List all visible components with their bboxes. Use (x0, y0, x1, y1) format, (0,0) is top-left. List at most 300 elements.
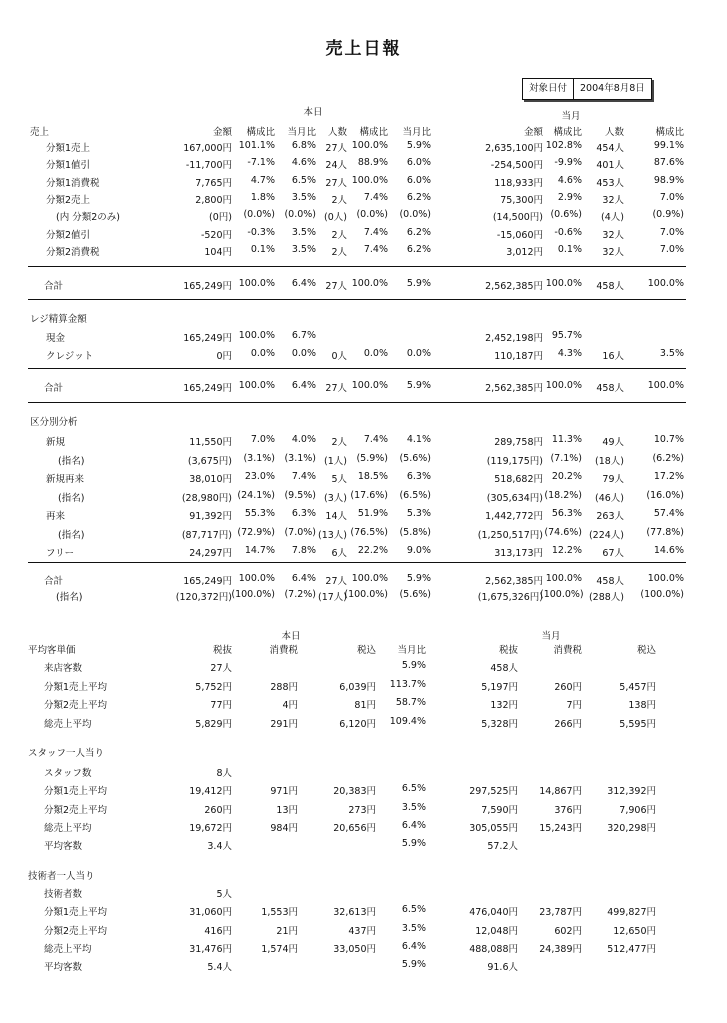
value-cell: 476,040円 (469, 907, 518, 919)
value-cell: 24,297円 (189, 548, 232, 559)
total-cell: 27人 (325, 383, 347, 394)
column-header: 構成比 (655, 127, 684, 138)
value-cell: (0.6%) (550, 209, 582, 221)
value-cell: 320,298円 (607, 822, 656, 834)
value-cell: (3,675円) (187, 455, 232, 467)
value-cell: 5.9% (401, 838, 426, 850)
value-cell: 24人 (325, 160, 347, 172)
value-cell: 100.0% (351, 140, 388, 151)
month-label: 当月 (541, 631, 561, 642)
value-cell: (87,717円) (181, 529, 232, 541)
value-cell: (16.0%) (646, 489, 684, 501)
value-cell: (6.5%) (399, 489, 431, 501)
value-cell: 20,383円 (333, 786, 376, 798)
row-label: 分類1売上 (46, 143, 91, 154)
value-cell: 58.7% (395, 697, 426, 708)
value-cell: 12,650円 (613, 925, 656, 937)
value-cell: 3.5% (401, 922, 426, 934)
value-cell: 2.9% (557, 191, 582, 203)
value-cell: 49人 (602, 437, 624, 448)
value-cell: 518,682円 (494, 474, 543, 485)
value-cell: 11,550円 (189, 437, 232, 448)
value-cell: 167,000円 (183, 143, 232, 154)
value-cell: 5,829円 (195, 718, 232, 730)
value-cell: 0.0% (363, 348, 388, 359)
value-cell: 401人 (596, 160, 624, 172)
value-cell: 32人 (602, 194, 624, 206)
total-cell: (100.0%) (640, 589, 684, 600)
value-cell: 291円 (270, 718, 298, 730)
value-cell: 3.4人 (207, 841, 232, 853)
today-label: 本日 (281, 631, 301, 642)
value-cell: 454人 (596, 143, 624, 154)
total-cell: 100.0% (238, 380, 275, 391)
value-cell: 499,827円 (607, 907, 656, 919)
value-cell: -0.6% (554, 226, 582, 238)
total-cell: 100.0% (351, 573, 388, 584)
value-cell: -9.9% (554, 157, 582, 169)
value-cell: 7.4% (363, 191, 388, 203)
value-cell: 2,800円 (195, 194, 232, 206)
row-label: 分類1売上平均 (44, 681, 108, 693)
value-cell: 13円 (276, 804, 298, 816)
value-cell: 18.5% (357, 471, 388, 482)
value-cell: 6.8% (291, 140, 316, 151)
total-cell: 100.0% (647, 573, 684, 584)
value-cell: -11,700円 (185, 160, 232, 172)
row-label: (内 分類2のみ) (56, 212, 120, 224)
value-cell: 5,595円 (619, 718, 656, 730)
value-cell: 9.0% (406, 545, 431, 556)
value-cell: 7.4% (363, 226, 388, 238)
value-cell: 3.5% (291, 243, 316, 255)
row-label: 分類1売上平均 (44, 907, 108, 919)
value-cell: (74.6%) (544, 526, 582, 538)
value-cell: 4.7% (250, 174, 275, 186)
row-label: 分類1値引 (46, 160, 91, 172)
value-cell: 15,243円 (539, 822, 582, 834)
value-cell: 132円 (490, 700, 518, 711)
row-label: 平均客数 (44, 962, 83, 974)
value-cell: 0.1% (250, 243, 275, 255)
value-cell: 1.8% (250, 191, 275, 203)
value-cell: 100.0% (351, 174, 388, 186)
value-cell: 376円 (554, 804, 582, 816)
value-cell: 19,672円 (189, 822, 232, 834)
value-cell: (17.6%) (350, 489, 388, 501)
value-cell: 31,060円 (189, 907, 232, 919)
value-cell: 56.3% (551, 508, 582, 519)
column-header: 税抜 (498, 645, 518, 656)
value-cell: 32人 (602, 246, 624, 258)
value-cell: 4.1% (406, 434, 431, 445)
total-cell: (288人) (588, 592, 624, 603)
value-cell: 6.7% (291, 330, 316, 341)
value-cell: 77円 (210, 700, 232, 711)
value-cell: 79人 (602, 474, 624, 485)
value-cell: 313,173円 (494, 548, 543, 559)
section-label: 技術者一人当り (28, 871, 95, 882)
row-label: 分類2売上平均 (44, 804, 108, 816)
row-label: 平均客数 (44, 841, 83, 853)
value-cell: 0.0% (291, 348, 316, 359)
value-cell: 6,039円 (339, 681, 376, 693)
value-cell: 11.3% (551, 434, 582, 445)
value-cell: 0円 (216, 351, 232, 362)
row-label: 総売上平均 (44, 822, 92, 834)
column-header: 当月比 (287, 127, 316, 138)
value-cell: 87.6% (653, 157, 684, 169)
value-cell: 12.2% (551, 545, 582, 556)
value-cell: 24,389円 (539, 943, 582, 955)
value-cell: 5人 (331, 474, 347, 485)
row-label: 来店客数 (44, 663, 83, 674)
value-cell: (224人) (588, 529, 624, 541)
column-header: 金額 (212, 127, 232, 138)
value-cell: (0.0%) (356, 209, 388, 221)
month-label: 当月 (561, 111, 581, 122)
value-cell: 2人 (331, 229, 347, 241)
value-cell: (46人) (594, 492, 624, 504)
row-label: 分類2売上平均 (44, 925, 108, 937)
value-cell: (24.1%) (237, 489, 275, 501)
value-cell: (119,175円) (486, 455, 543, 467)
total-label: (指名) (56, 592, 83, 603)
value-cell: 104円 (204, 246, 232, 258)
value-cell: 1,442,772円 (485, 511, 543, 522)
column-header: 人数 (604, 127, 624, 138)
value-cell: 971円 (270, 786, 298, 798)
value-cell: 14人 (325, 511, 347, 522)
value-cell: 7,590円 (481, 804, 518, 816)
row-label: 分類1売上平均 (44, 786, 108, 798)
total-cell: (100.0%) (540, 589, 584, 600)
value-cell: 16人 (602, 351, 624, 362)
value-cell: 31,476円 (189, 943, 232, 955)
value-cell: 3.5% (291, 191, 316, 203)
row-label: 分類2売上 (46, 194, 91, 206)
value-cell: 88.9% (357, 157, 388, 169)
row-label: 技術者数 (44, 889, 83, 900)
value-cell: 6.4% (401, 819, 426, 831)
row-label: 現金 (46, 333, 66, 344)
value-cell: (18.2%) (544, 489, 582, 501)
value-cell: 6.0% (406, 174, 431, 186)
value-cell: -7.1% (247, 157, 275, 169)
value-cell: 138円 (628, 700, 656, 711)
value-cell: -254,500円 (490, 160, 543, 172)
total-cell: 165,249円 (183, 281, 232, 292)
total-cell: 100.0% (238, 573, 275, 584)
value-cell: 10.7% (653, 434, 684, 445)
total-cell: 5.9% (406, 278, 431, 289)
section-label: 平均客単価 (28, 645, 76, 656)
value-cell: 5.4人 (207, 962, 232, 974)
total-cell: 100.0% (238, 278, 275, 289)
value-cell: 100.0% (238, 330, 275, 341)
total-cell: 100.0% (545, 573, 582, 584)
total-cell: 100.0% (545, 380, 582, 391)
divider (28, 266, 686, 267)
value-cell: 7,765円 (195, 177, 232, 189)
value-cell: 3.5% (659, 348, 684, 359)
total-label: 合計 (44, 281, 64, 292)
value-cell: 7.0% (659, 243, 684, 255)
section-label: 区分別分析 (30, 417, 78, 428)
value-cell: 6.0% (406, 157, 431, 169)
value-cell: (0人) (324, 212, 347, 224)
value-cell: 165,249円 (183, 333, 232, 344)
value-cell: 7円 (566, 700, 582, 711)
value-cell: 4.6% (557, 174, 582, 186)
total-cell: 165,249円 (183, 576, 232, 587)
date-value: 2004年8月8日 (580, 83, 645, 94)
value-cell: (13人) (317, 529, 347, 541)
total-cell: 100.0% (647, 278, 684, 289)
value-cell: 27人 (210, 663, 232, 674)
value-cell: 102.8% (545, 140, 582, 151)
value-cell: 55.3% (244, 508, 275, 519)
value-cell: 75,300円 (500, 194, 543, 206)
value-cell: 6.4% (401, 940, 426, 952)
total-cell: (17人) (317, 592, 347, 603)
value-cell: 33,050円 (333, 943, 376, 955)
value-cell: 7.4% (363, 243, 388, 255)
value-cell: 260円 (554, 681, 582, 693)
value-cell: 512,477円 (607, 943, 656, 955)
value-cell: 289,758円 (494, 437, 543, 448)
value-cell: 21円 (276, 925, 298, 937)
column-header: 構成比 (553, 127, 582, 138)
row-label: 分類1消費税 (46, 177, 100, 189)
value-cell: 110,187円 (494, 351, 543, 362)
row-label: 分類2売上平均 (44, 700, 108, 711)
total-cell: (7.2%) (284, 589, 316, 600)
value-cell: 602円 (554, 925, 582, 937)
value-cell: (72.9%) (237, 526, 275, 538)
row-label: (指名) (58, 492, 85, 504)
today-label: 本日 (303, 107, 323, 118)
row-label: 分類2消費税 (46, 246, 100, 258)
value-cell: 5.3% (406, 508, 431, 519)
value-cell: 113.7% (389, 678, 426, 690)
row-label: クレジット (46, 351, 94, 362)
row-label: (指名) (58, 529, 85, 541)
value-cell: 4.0% (291, 434, 316, 445)
value-cell: -0.3% (247, 226, 275, 238)
total-cell: (100.0%) (344, 589, 388, 600)
value-cell: 81円 (354, 700, 376, 711)
value-cell: 5,752円 (195, 681, 232, 693)
value-cell: 6人 (331, 548, 347, 559)
value-cell: 20.2% (551, 471, 582, 482)
total-cell: 458人 (596, 383, 624, 394)
value-cell: (0円) (209, 212, 232, 224)
column-header: 税込 (356, 645, 376, 656)
value-cell: 14,867円 (539, 786, 582, 798)
column-header: 消費税 (269, 645, 298, 656)
total-label: 合計 (44, 576, 64, 587)
total-cell: 100.0% (351, 380, 388, 391)
value-cell: 32人 (602, 229, 624, 241)
row-label: 新規 (46, 437, 66, 448)
section-label: スタッフ一人当り (28, 748, 105, 759)
value-cell: -520円 (200, 229, 232, 241)
value-cell: 263人 (596, 511, 624, 522)
value-cell: (0.9%) (652, 209, 684, 221)
column-header: 税抜 (212, 645, 232, 656)
divider (28, 402, 686, 403)
total-cell: 6.4% (291, 278, 316, 289)
value-cell: (3.1%) (284, 452, 316, 464)
divider (28, 368, 686, 369)
value-cell: (7.1%) (550, 452, 582, 464)
value-cell: 17.2% (653, 471, 684, 482)
value-cell: (28,980円) (181, 492, 232, 504)
value-cell: 984円 (270, 822, 298, 834)
value-cell: 260円 (204, 804, 232, 816)
total-label: 合計 (44, 383, 64, 394)
value-cell: 7.4% (363, 434, 388, 445)
value-cell: 6.2% (406, 191, 431, 203)
value-cell: (0.0%) (399, 209, 431, 221)
section-label: レジ精算金額 (30, 314, 87, 325)
value-cell: (4人) (601, 212, 624, 224)
value-cell: 27人 (325, 177, 347, 189)
value-cell: 5人 (216, 889, 232, 900)
value-cell: 91,392円 (189, 511, 232, 522)
total-cell: 165,249円 (183, 383, 232, 394)
value-cell: 118,933円 (494, 177, 543, 189)
value-cell: 1,574円 (261, 943, 298, 955)
value-cell: 4.3% (557, 348, 582, 359)
value-cell: 0人 (331, 351, 347, 362)
value-cell: (18人) (594, 455, 624, 467)
column-header: 税込 (636, 645, 656, 656)
divider (28, 299, 686, 300)
value-cell: (7.0%) (284, 526, 316, 538)
value-cell: 0.0% (250, 348, 275, 359)
total-cell: 5.9% (406, 573, 431, 584)
value-cell: 14.7% (244, 545, 275, 556)
total-cell: 100.0% (647, 380, 684, 391)
column-header: 当月比 (397, 645, 426, 656)
value-cell: (5.9%) (356, 452, 388, 464)
total-cell: 100.0% (545, 278, 582, 289)
total-cell: 6.4% (291, 573, 316, 584)
value-cell: 5.9% (406, 140, 431, 151)
value-cell: 6.5% (401, 783, 426, 795)
total-cell: 27人 (325, 281, 347, 292)
value-cell: 32,613円 (333, 907, 376, 919)
total-cell: 27人 (325, 576, 347, 587)
value-cell: 305,055円 (469, 822, 518, 834)
value-cell: 51.9% (357, 508, 388, 519)
value-cell: 7.0% (659, 226, 684, 238)
row-label: 総売上平均 (44, 718, 92, 730)
value-cell: (0.0%) (243, 209, 275, 221)
column-header: 当月比 (402, 127, 431, 138)
value-cell: 7.0% (659, 191, 684, 203)
value-cell: 5.9% (401, 959, 426, 971)
value-cell: 4.6% (291, 157, 316, 169)
value-cell: 7,906円 (619, 804, 656, 816)
value-cell: 101.1% (238, 140, 275, 151)
value-cell: 109.4% (389, 715, 426, 727)
value-cell: 2,452,198円 (485, 333, 543, 344)
total-cell: 458人 (596, 281, 624, 292)
value-cell: 3,012円 (506, 246, 543, 258)
total-cell: 5.9% (406, 380, 431, 391)
value-cell: 6.5% (291, 174, 316, 186)
value-cell: 266円 (554, 718, 582, 730)
total-cell: 100.0% (351, 278, 388, 289)
total-cell: 2,562,385円 (485, 281, 543, 292)
value-cell: 273円 (348, 804, 376, 816)
value-cell: 2人 (331, 194, 347, 206)
value-cell: 23,787円 (539, 907, 582, 919)
value-cell: 2人 (331, 437, 347, 448)
value-cell: 5.9% (401, 660, 426, 671)
total-cell: 2,562,385円 (485, 576, 543, 587)
column-header: 構成比 (359, 127, 388, 138)
value-cell: 7.4% (291, 471, 316, 482)
value-cell: 27人 (325, 143, 347, 154)
value-cell: 1,553円 (261, 907, 298, 919)
value-cell: (9.5%) (284, 489, 316, 501)
value-cell: (5.8%) (399, 526, 431, 538)
total-cell: (120,372円) (175, 592, 232, 603)
value-cell: 4円 (282, 700, 298, 711)
value-cell: (5.6%) (399, 452, 431, 464)
value-cell: 488,088円 (469, 943, 518, 955)
value-cell: 14.6% (653, 545, 684, 556)
value-cell: 95.7% (551, 330, 582, 341)
divider (28, 562, 686, 563)
value-cell: (305,634円) (486, 492, 543, 504)
row-label: 総売上平均 (44, 943, 92, 955)
row-label: 新規再来 (46, 474, 85, 485)
value-cell: 91.6人 (487, 962, 518, 974)
row-label: (指名) (58, 455, 85, 467)
value-cell: 3.5% (291, 226, 316, 238)
value-cell: 23.0% (244, 471, 275, 482)
value-cell: 67人 (602, 548, 624, 559)
value-cell: 7.8% (291, 545, 316, 556)
value-cell: 12,048円 (475, 925, 518, 937)
value-cell: (77.8%) (646, 526, 684, 538)
value-cell: 6.3% (291, 508, 316, 519)
row-label: 分類2値引 (46, 229, 91, 241)
value-cell: (14,500円) (492, 212, 543, 224)
value-cell: 0.0% (406, 348, 431, 359)
value-cell: 22.2% (357, 545, 388, 556)
value-cell: 458人 (490, 663, 518, 674)
column-header: 構成比 (246, 127, 275, 138)
section-label: 売上 (30, 127, 50, 138)
value-cell: 8人 (216, 768, 232, 779)
total-cell: (5.6%) (399, 589, 431, 600)
value-cell: (6.2%) (652, 452, 684, 464)
value-cell: 6.2% (406, 226, 431, 238)
value-cell: 453人 (596, 177, 624, 189)
date-label: 対象日付 (523, 79, 574, 99)
value-cell: 0.1% (557, 243, 582, 255)
column-header: 消費税 (553, 645, 582, 656)
date-box (522, 78, 652, 100)
value-cell: 2人 (331, 246, 347, 258)
value-cell: 6.3% (406, 471, 431, 482)
